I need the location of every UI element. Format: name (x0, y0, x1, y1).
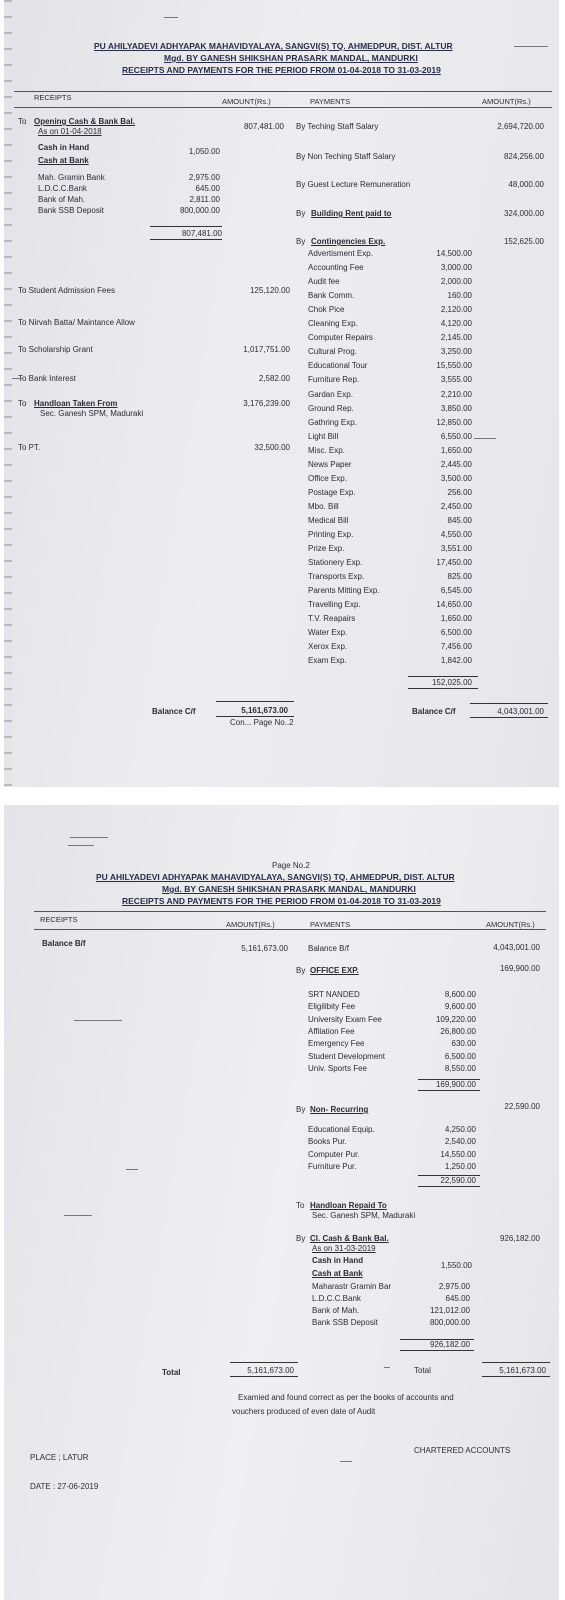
non-recurring-item-name: Educational Equip. (308, 1125, 375, 1134)
statement-page-1 (4, 0, 559, 787)
col-amount: AMOUNT(Rs.) (226, 920, 275, 929)
contingency-item-name: Cultural Prog. (308, 347, 357, 357)
contingency-item-amount: 1,842.00 (440, 656, 472, 666)
contingency-item-name: Travelling Exp. (308, 600, 361, 610)
contingency-item-amount: 14,650.00 (436, 600, 472, 610)
contingency-item-amount: 3,500.00 (440, 473, 472, 483)
office-exp-label: OFFICE EXP. (310, 966, 359, 975)
contingency-item-name: Gardan Exp. (308, 389, 353, 399)
audit-note-line1: Examied and found correct as per the books of accounts and (238, 1393, 454, 1402)
receipt-item-label: To PT. (18, 443, 41, 452)
contingency-item-name: Water Exp. (308, 628, 348, 638)
non-recurring-item-name: Furniture Pur. (308, 1161, 357, 1171)
contingency-item-name: Medical Bill (308, 515, 349, 525)
contingency-item-amount: 160.00 (447, 291, 472, 301)
contingency-item-name: Computer Repairs (308, 333, 373, 343)
contingency-item-amount: 15,550.00 (436, 361, 472, 371)
office-item-amount: 109,220.00 (435, 1014, 476, 1024)
contingency-item-name: Parents Mitting Exp. (308, 586, 380, 596)
office-exp-amount: 169,900.00 (499, 964, 540, 973)
binding-edge (4, 0, 12, 787)
date-label: DATE : 27-06-2019 (30, 1482, 99, 1491)
non-recurring-item-amount: 14,550.00 (440, 1149, 476, 1159)
contingency-item-name: Educational Tour (308, 361, 368, 371)
contingency-item-amount: 1,650.00 (440, 614, 472, 624)
col-receipts: RECEIPTS (34, 93, 72, 102)
contingency-item-amount: 2,145.00 (440, 333, 472, 343)
contingency-item-name: Printing Exp. (308, 530, 354, 539)
contingency-item-name: News Paper (308, 459, 352, 469)
office-item-name: University Exam Fee (308, 1014, 382, 1024)
header-college: PU AHILYADEVI ADHYAPAK MAHAVIDYALAYA, SANGVI(S) TQ. AHMEDPUR, DIST. ALTUR (94, 41, 453, 51)
contingency-item-amount: 6,545.00 (440, 586, 472, 596)
cash-in-hand-amount: 1,050.00 (188, 147, 220, 156)
contingency-item-amount: 17,450.00 (436, 558, 472, 568)
opening-bank-name: Bank of Mah. (38, 195, 86, 204)
closing-balance-date: As on 31-03-2019 (312, 1244, 376, 1253)
opening-bank-name: Bank SSB Deposit (38, 206, 104, 215)
header-management: Mgd. BY GANESH SHIKSHAN PRASARK MANDAL, MANDURKI (162, 884, 416, 894)
place-label: PLACE ; LATUR (30, 1453, 89, 1462)
payments-balance-bf-label: Balance B/f (308, 944, 349, 953)
contingency-item-amount: 4,550.00 (440, 530, 472, 539)
by-label: By (296, 1105, 306, 1114)
contingency-item-name: Advertisment Exp. (308, 249, 373, 258)
col-payments: PAYMENTS (310, 97, 351, 106)
non-recurring-item-amount: 4,250.00 (444, 1125, 476, 1134)
cash-in-hand-label: Cash in Hand (312, 1256, 364, 1265)
contingency-item-name: Furniture Rep. (308, 375, 360, 385)
payments-balance-cf-label: Balance C/f (412, 707, 456, 716)
opening-balance-amount: 807,481.00 (243, 122, 284, 131)
receipts-total-label: Total (162, 1368, 181, 1377)
receipt-item-label: To Scholarship Grant (18, 345, 93, 354)
nonteaching-salary-label: By Non Teching Staff Salary (296, 152, 396, 161)
col-amount-2: AMOUNT(Rs.) (482, 97, 531, 106)
guest-lecture-label: By Guest Lecture Remuneration (296, 180, 411, 189)
contingency-item-name: Misc. Exp. (308, 445, 345, 455)
contingency-item-name: Cleaning Exp. (308, 319, 358, 329)
office-item-amount: 6,500.00 (444, 1051, 476, 1061)
contingency-item-name: Accounting Fee (308, 263, 364, 273)
contingency-item-amount: 2,120.00 (440, 305, 472, 315)
contingency-item-name: Prize Exp. (308, 544, 345, 554)
contingency-item-amount: 3,850.00 (440, 403, 472, 413)
payments-balance-cf-amount: 4,043,001.00 (497, 707, 544, 716)
contingency-item-name: Mbo. Bill (308, 501, 339, 511)
closing-balance-title: Cl. Cash & Bank Bal. (310, 1234, 389, 1243)
nonteaching-salary-amount: 824,256.00 (503, 152, 544, 161)
opening-balance-title: Opening Cash & Bank Bal. (34, 117, 135, 126)
teaching-salary-amount: 2,694,720.00 (497, 122, 544, 131)
receipt-item-amount: 2,582.00 (258, 374, 290, 383)
payments-total-amount: 5,161,673.00 (499, 1366, 546, 1375)
non-recurring-item-amount: 2,540.00 (444, 1137, 476, 1147)
office-item-name: SRT NANDED (308, 990, 360, 999)
closing-bank-amount: 2,975.00 (438, 1282, 470, 1291)
contingency-item-amount: 12,850.00 (436, 417, 472, 427)
payments-balance-bf-amount: 4,043,001.00 (493, 943, 540, 952)
contingency-item-amount: 2,450.00 (440, 501, 472, 511)
to-label: To (18, 117, 27, 126)
closing-bank-amount: 645.00 (445, 1294, 470, 1303)
receipts-balance-bf-label: Balance B/f (42, 939, 86, 948)
contingency-item-name: Xerox Exp. (308, 642, 348, 652)
contingency-item-amount: 845.00 (447, 515, 472, 525)
non-recurring-amount: 22,590.00 (504, 1102, 540, 1111)
handloan-repaid-sub: Sec. Ganesh SPM, Maduraki (312, 1211, 416, 1220)
teaching-salary-label: By Teching Staff Salary (296, 122, 379, 131)
contingency-item-name: Bank Comm. (308, 291, 355, 301)
contingency-item-name: Audit fee (308, 277, 340, 287)
contingency-item-name: Stationery Exp. (308, 558, 363, 568)
office-item-amount: 630.00 (451, 1039, 476, 1049)
opening-bank-amount: 2,975.00 (188, 173, 220, 182)
col-amount-2: AMOUNT(Rs.) (486, 920, 535, 929)
contingency-item-amount: 3,555.00 (440, 375, 472, 385)
contingency-item-name: T.V. Reapairs (308, 614, 356, 624)
closing-bank-amount: 121,012.00 (429, 1306, 470, 1315)
header-college: PU AHILYADEVI ADHYAPAK MAHAVIDYALAYA, SANGVI(S) TQ. AHMEDPUR, DIST. ALTUR (96, 872, 455, 882)
handloan-taken-title: Handloan Taken From (34, 399, 118, 408)
bank-subtotal: 807,481.00 (181, 229, 222, 238)
cash-at-bank-label: Cash at Bank (38, 156, 89, 165)
contingencies-amount: 152,625.00 (503, 237, 544, 246)
chartered-accountants: CHARTERED ACCOUNTS (414, 1446, 511, 1455)
closing-bank-name: Bank of Mah. (312, 1306, 360, 1315)
office-exp-subtotal: 169,900.00 (435, 1080, 476, 1089)
office-item-name: Student Development (308, 1051, 385, 1061)
contingency-item-name: Exam Exp. (308, 656, 347, 666)
non-recurring-label: Non- Recurring (310, 1105, 369, 1114)
contingency-item-amount: 3,250.00 (440, 347, 472, 357)
contingency-item-amount: 256.00 (447, 487, 472, 497)
guest-lecture-amount: 48,000.00 (508, 180, 544, 189)
handloan-taken-amount: 3,176,239.00 (243, 399, 290, 408)
closing-bank-name: Bank SSB Deposit (312, 1318, 378, 1327)
receipts-total-amount: 5,161,673.00 (247, 1366, 294, 1375)
contingencies-label: Contingencies Exp. (311, 237, 386, 246)
by-label: By (296, 1234, 306, 1243)
header-period: RECEIPTS AND PAYMENTS FOR THE PERIOD FROM 01-04-2018 TO 31-03-2019 (122, 896, 441, 906)
by-label: By (296, 966, 306, 975)
building-rent-amount: 324,000.00 (503, 209, 544, 218)
contingency-item-amount: 7,456.00 (440, 642, 472, 652)
office-item-name: Univ. Sports Fee (308, 1063, 367, 1073)
closing-bank-amount: 800,000.00 (429, 1318, 470, 1327)
office-item-name: Eligilibity Fee (308, 1002, 356, 1012)
cash-in-hand-label: Cash in Hand (38, 143, 90, 152)
contingency-item-amount: 825.00 (447, 572, 472, 582)
continued-note: Con... Page No..2 (230, 718, 294, 727)
contingency-item-name: Postage Exp. (308, 487, 356, 497)
contingency-item-amount: 6,550.00 (440, 431, 472, 441)
cash-at-bank-label: Cash at Bank (312, 1269, 363, 1278)
non-recurring-item-name: Computer Pur. (308, 1149, 360, 1159)
contingency-item-name: Gathring Exp. (308, 417, 357, 427)
payments-total-label: Total (414, 1366, 431, 1375)
contingency-item-name: Transports Exp. (308, 572, 365, 582)
to-label: To (296, 1201, 305, 1210)
opening-balance-date: As on 01-04-2018 (38, 127, 102, 136)
to-label: To (18, 399, 27, 408)
receipt-item-label: To Student Admission Fees (18, 286, 115, 295)
contingency-item-amount: 2,445.00 (440, 459, 472, 469)
receipts-balance-cf-amount: 5,161,673.00 (241, 706, 288, 715)
opening-bank-amount: 800,000.00 (179, 206, 220, 215)
contingency-item-name: Office Exp. (308, 473, 347, 483)
contingency-item-amount: 3,551.00 (440, 544, 472, 554)
contingency-item-name: Ground Rep. (308, 403, 354, 413)
contingency-item-name: Light Bill (308, 431, 339, 441)
contingency-item-amount: 2,210.00 (440, 389, 472, 399)
receipt-item-amount: 125,120.00 (249, 286, 290, 295)
closing-bank-name: Maharastr Gramin Bar (312, 1282, 392, 1291)
cash-in-hand-amount: 1,550.00 (440, 1261, 472, 1270)
opening-bank-name: L.D.C.C.Bank (38, 184, 87, 193)
handloan-repaid-label: Handloan Repaid To (310, 1201, 387, 1210)
office-item-name: Affilation Fee (308, 1026, 355, 1036)
non-recurring-subtotal: 22,590.00 (440, 1176, 476, 1185)
col-payments: PAYMENTS (310, 920, 351, 929)
col-amount: AMOUNT(Rs.) (222, 97, 271, 106)
by-label: By (296, 237, 306, 246)
office-item-amount: 26,800.00 (440, 1026, 476, 1036)
closing-bank-subtotal: 926,182.00 (429, 1340, 470, 1349)
office-item-name: Emergency Fee (308, 1039, 365, 1049)
page-number: Page No.2 (272, 861, 310, 870)
office-item-amount: 9,600.00 (444, 1002, 476, 1012)
contingency-item-amount: 14,500.00 (436, 249, 472, 258)
opening-bank-amount: 645.00 (195, 184, 220, 193)
office-item-amount: 8,550.00 (444, 1063, 476, 1073)
receipt-item-amount: 32,500.00 (254, 443, 290, 452)
receipts-balance-bf-amount: 5,161,673.00 (241, 944, 288, 953)
header-management: Mgd. BY GANESH SHIKSHAN PRASARK MANDAL, MANDURKI (164, 53, 418, 63)
contingency-item-amount: 1,650.00 (440, 445, 472, 455)
header-period: RECEIPTS AND PAYMENTS FOR THE PERIOD FROM 01-04-2018 TO 31-03-2019 (122, 65, 441, 75)
non-recurring-item-name: Books Pur. (308, 1137, 347, 1147)
opening-bank-amount: 2,811.00 (189, 195, 220, 204)
contingency-item-name: Chok Pice (308, 305, 345, 315)
by-label: By (296, 209, 306, 218)
receipt-item-label: To Bank Interest (18, 374, 76, 383)
contingency-item-amount: 2,000.00 (440, 277, 472, 287)
audit-note-line2: vouchers produced of even date of Audit (232, 1407, 376, 1416)
building-rent-label: Building Rent paid to (311, 209, 392, 218)
contingencies-subtotal: 152,025.00 (431, 678, 472, 687)
office-item-amount: 8,600.00 (444, 990, 476, 999)
receipt-item-amount: 1,017,751.00 (243, 345, 290, 354)
contingency-item-amount: 3,000.00 (440, 263, 472, 273)
receipts-balance-cf-label: Balance C/f (152, 707, 196, 716)
statement-page-2 (4, 805, 559, 1600)
contingency-item-amount: 6,500.00 (440, 628, 472, 638)
opening-bank-name: Mah. Gramin Bank (38, 173, 105, 182)
non-recurring-item-amount: 1,250.00 (444, 1161, 476, 1171)
contingency-item-amount: 4,120.00 (440, 319, 472, 329)
receipt-item-label: To Nirvah Batta/ Maintance Allow (18, 318, 135, 327)
col-receipts: RECEIPTS (40, 915, 78, 924)
closing-bank-name: L.D.C.C.Bank (312, 1294, 361, 1303)
handloan-taken-sub: Sec. Ganesh SPM, Maduraki (40, 409, 144, 418)
closing-balance-amount: 926,182.00 (499, 1234, 540, 1243)
